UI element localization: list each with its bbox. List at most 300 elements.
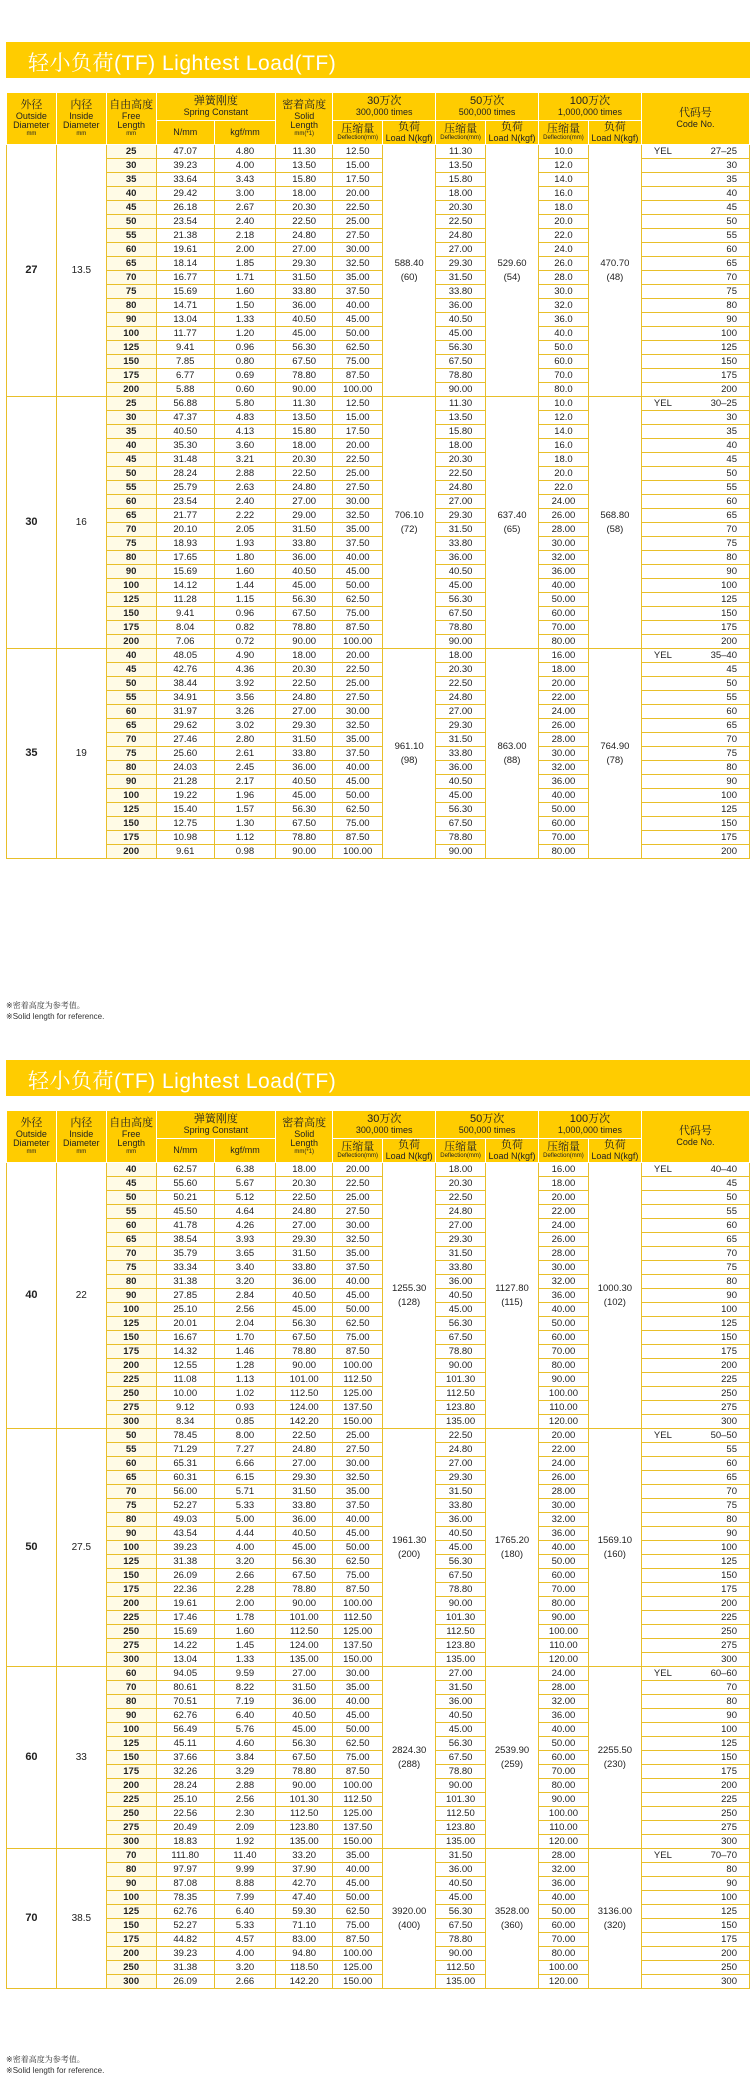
- deflection-500k-cell: 67.50: [436, 1569, 486, 1583]
- spring-kgf-cell: 4.00: [214, 159, 275, 173]
- code-no-cell: [641, 1737, 749, 1751]
- solid-length-cell: 18.00: [276, 439, 333, 453]
- code-no-cell: [641, 523, 749, 537]
- deflection-500k-cell: 36.00: [436, 1695, 486, 1709]
- solid-length-cell: 67.50: [276, 355, 333, 369]
- deflection-500k-cell: 22.50: [436, 677, 486, 691]
- spring-kgf-cell: 2.40: [214, 215, 275, 229]
- code-value: 70–70: [710, 1850, 737, 1861]
- code-value: 60: [726, 496, 737, 507]
- deflection-300k-cell: 100.00: [333, 845, 383, 859]
- code-value: 45: [726, 202, 737, 213]
- spring-n-cell: 35.30: [156, 439, 214, 453]
- free-length-cell: 250: [106, 1807, 156, 1821]
- load-500k-cell: [486, 649, 539, 859]
- spring-n-cell: 33.64: [156, 173, 214, 187]
- header-load-text: 负荷: [603, 121, 626, 133]
- code-no-cell: [641, 313, 749, 327]
- code-prefix: YEL: [653, 1668, 672, 1679]
- deflection-500k-cell: 18.00: [436, 439, 486, 453]
- deflection-500k-cell: 31.50: [436, 1247, 486, 1261]
- free-length-cell: 30: [106, 159, 156, 173]
- deflection-500k-cell: 67.50: [436, 1751, 486, 1765]
- spring-n-cell: 9.12: [156, 1401, 214, 1415]
- spring-n-cell: 10.98: [156, 831, 214, 845]
- code-value: 80: [726, 1696, 737, 1707]
- spring-n-cell: 8.34: [156, 1415, 214, 1429]
- free-length-cell: 45: [106, 663, 156, 677]
- deflection-500k-cell: 18.00: [436, 187, 486, 201]
- deflection-300k-cell: 112.50: [333, 1793, 383, 1807]
- code-value: 60: [726, 1458, 737, 1469]
- code-value: 300: [721, 1654, 737, 1665]
- spring-kgf-cell: 0.93: [214, 1401, 275, 1415]
- deflection-1m-cell: 30.00: [539, 747, 589, 761]
- free-length-cell: 80: [106, 1863, 156, 1877]
- header-300k-times-text: 300,000 times: [355, 106, 413, 117]
- spring-n-cell: 39.23: [156, 1947, 214, 1961]
- free-length-cell: 55: [106, 1443, 156, 1457]
- header-deflection-text: Deflection(mm): [440, 1153, 481, 1160]
- code-value: 45: [726, 664, 737, 675]
- load-300k-cell: [383, 1163, 436, 1429]
- spring-kgf-cell: 3.60: [214, 439, 275, 453]
- spring-n-cell: 31.38: [156, 1275, 214, 1289]
- deflection-500k-cell: 78.80: [436, 1765, 486, 1779]
- solid-length-cell: 78.80: [276, 1765, 333, 1779]
- deflection-300k-cell: 45.00: [333, 1289, 383, 1303]
- spring-n-cell: 94.05: [156, 1667, 214, 1681]
- spring-kgf-cell: 5.33: [214, 1919, 275, 1933]
- code-no-cell: [641, 411, 749, 425]
- deflection-1m-cell: 90.00: [539, 1373, 589, 1387]
- deflection-500k-cell: 31.50: [436, 523, 486, 537]
- deflection-500k-cell: 33.80: [436, 747, 486, 761]
- header-outside-diameter-text: mm: [26, 1148, 37, 1155]
- spring-kgf-cell: 5.76: [214, 1723, 275, 1737]
- deflection-500k-cell: 56.30: [436, 803, 486, 817]
- solid-length-cell: 31.50: [276, 1247, 333, 1261]
- solid-length-cell: 11.30: [276, 145, 333, 159]
- solid-length-cell: 45.00: [276, 789, 333, 803]
- spring-kgf-cell: 3.65: [214, 1247, 275, 1261]
- code-value: 80: [726, 300, 737, 311]
- spring-kgf-cell: 1.15: [214, 593, 275, 607]
- solid-length-cell: 29.30: [276, 257, 333, 271]
- code-no-cell: [641, 1247, 749, 1261]
- solid-length-cell: 31.50: [276, 1681, 333, 1695]
- spring-n-cell: 28.24: [156, 467, 214, 481]
- code-no-cell: [641, 467, 749, 481]
- code-no-cell: [641, 1919, 749, 1933]
- deflection-300k-cell: 75.00: [333, 1751, 383, 1765]
- deflection-300k-cell: 100.00: [333, 1779, 383, 1793]
- code-no-cell: [641, 607, 749, 621]
- code-value: 70: [726, 1486, 737, 1497]
- free-length-cell: 300: [106, 1975, 156, 1989]
- code-value: 250: [721, 1626, 737, 1637]
- deflection-1m-cell: 90.00: [539, 1611, 589, 1625]
- code-no-cell: [641, 1471, 749, 1485]
- deflection-1m-cell: 70.0: [539, 369, 589, 383]
- deflection-500k-cell: 40.50: [436, 1709, 486, 1723]
- solid-length-cell: 22.50: [276, 1429, 333, 1443]
- code-no-cell: [641, 173, 749, 187]
- solid-length-cell: 45.00: [276, 1303, 333, 1317]
- deflection-500k-cell: 135.00: [436, 1653, 486, 1667]
- deflection-300k-cell: 50.00: [333, 579, 383, 593]
- deflection-500k-cell: 123.80: [436, 1401, 486, 1415]
- deflection-300k-cell: 125.00: [333, 1387, 383, 1401]
- deflection-300k-cell: 45.00: [333, 1527, 383, 1541]
- header-outside-diameter-text: Diameter: [13, 120, 50, 131]
- spring-kgf-cell: 4.80: [214, 145, 275, 159]
- spring-kgf-cell: 4.90: [214, 649, 275, 663]
- free-length-cell: 200: [106, 1597, 156, 1611]
- spring-kgf-cell: 0.60: [214, 383, 275, 397]
- code-no-cell: [641, 1975, 749, 1989]
- solid-length-cell: 78.80: [276, 621, 333, 635]
- free-length-cell: 225: [106, 1373, 156, 1387]
- free-length-cell: 25: [106, 397, 156, 411]
- solid-length-cell: 45.00: [276, 579, 333, 593]
- solid-length-cell: 90.00: [276, 383, 333, 397]
- load-300k-cell-value: 2824.30 (288): [391, 1744, 427, 1770]
- spring-n-cell: 35.79: [156, 1247, 214, 1261]
- solid-length-cell: 31.50: [276, 271, 333, 285]
- code-no-cell: [641, 1793, 749, 1807]
- load-500k-cell-value: 637.40 (65): [497, 509, 527, 535]
- free-length-cell: 90: [106, 775, 156, 789]
- code-value: 90: [726, 566, 737, 577]
- code-no-cell: [641, 439, 749, 453]
- deflection-300k-cell: 75.00: [333, 607, 383, 621]
- deflection-500k-cell: 123.80: [436, 1821, 486, 1835]
- deflection-500k-cell: 36.00: [436, 1275, 486, 1289]
- code-value: 175: [721, 622, 737, 633]
- solid-length-cell: 22.50: [276, 215, 333, 229]
- deflection-500k-cell: 40.50: [436, 1527, 486, 1541]
- deflection-1m-cell: 24.00: [539, 495, 589, 509]
- code-value: 200: [721, 846, 737, 857]
- deflection-300k-cell: 40.00: [333, 551, 383, 565]
- deflection-1m-cell: 60.00: [539, 817, 589, 831]
- spring-n-cell: 20.01: [156, 1317, 214, 1331]
- deflection-500k-cell: 22.50: [436, 467, 486, 481]
- deflection-500k-cell: 45.00: [436, 1541, 486, 1555]
- deflection-1m-cell: 22.0: [539, 229, 589, 243]
- deflection-500k-cell: 36.00: [436, 761, 486, 775]
- header-500k-times: [436, 93, 539, 121]
- deflection-1m-cell: 36.00: [539, 1877, 589, 1891]
- deflection-500k-cell: 40.50: [436, 565, 486, 579]
- spring-n-cell: 19.61: [156, 243, 214, 257]
- deflection-1m-cell: 40.00: [539, 789, 589, 803]
- deflection-1m-cell: 60.00: [539, 1919, 589, 1933]
- header-500k-times: [436, 1111, 539, 1139]
- deflection-1m-cell: 10.0: [539, 397, 589, 411]
- spring-kgf-cell: 5.71: [214, 1485, 275, 1499]
- solid-length-cell: 18.00: [276, 187, 333, 201]
- spring-kgf-cell: 3.92: [214, 677, 275, 691]
- code-no-cell: [641, 257, 749, 271]
- header-outside-diameter-text: Outside: [15, 1128, 47, 1139]
- free-length-cell: 175: [106, 831, 156, 845]
- deflection-1m-cell: 40.00: [539, 1541, 589, 1555]
- code-value: 100: [721, 1892, 737, 1903]
- free-length-cell: 125: [106, 1317, 156, 1331]
- code-value: 40–40: [710, 1164, 737, 1175]
- code-value: 200: [721, 384, 737, 395]
- header-spring-constant-text: Spring Constant: [183, 1124, 249, 1135]
- deflection-500k-cell: 67.50: [436, 1331, 486, 1345]
- spring-kgf-cell: 3.93: [214, 1233, 275, 1247]
- section-1: [0, 0, 750, 1021]
- spring-kgf-cell: 2.67: [214, 201, 275, 215]
- spring-n-cell: 21.28: [156, 775, 214, 789]
- solid-length-cell: 29.30: [276, 719, 333, 733]
- deflection-300k-cell: 32.50: [333, 719, 383, 733]
- header-deflection: [539, 121, 589, 145]
- solid-length-cell: 90.00: [276, 635, 333, 649]
- header-free-length-text: 自由高度: [109, 99, 154, 112]
- deflection-300k-cell: 35.00: [333, 271, 383, 285]
- code-no-cell: [641, 1653, 749, 1667]
- spring-kgf-cell: 0.80: [214, 355, 275, 369]
- code-no-cell: [641, 1863, 749, 1877]
- deflection-300k-cell: 75.00: [333, 1919, 383, 1933]
- spring-kgf-cell: 8.22: [214, 1681, 275, 1695]
- deflection-300k-cell: 32.50: [333, 257, 383, 271]
- deflection-500k-cell: 45.00: [436, 579, 486, 593]
- free-length-cell: 55: [106, 1205, 156, 1219]
- deflection-300k-cell: 150.00: [333, 1415, 383, 1429]
- deflection-500k-cell: 56.30: [436, 1905, 486, 1919]
- spring-kgf-cell: 3.43: [214, 173, 275, 187]
- code-value: 300: [721, 1976, 737, 1987]
- free-length-cell: 90: [106, 313, 156, 327]
- spring-n-cell: 26.18: [156, 201, 214, 215]
- code-value: 50: [726, 468, 737, 479]
- code-no-cell: [641, 243, 749, 257]
- free-length-cell: 40: [106, 649, 156, 663]
- deflection-500k-cell: 33.80: [436, 285, 486, 299]
- code-value: 175: [721, 832, 737, 843]
- deflection-1m-cell: 24.00: [539, 1457, 589, 1471]
- free-length-cell: 40: [106, 187, 156, 201]
- deflection-300k-cell: 35.00: [333, 1681, 383, 1695]
- code-no-cell: [641, 1695, 749, 1709]
- code-value: 100: [721, 328, 737, 339]
- deflection-1m-cell: 50.00: [539, 1317, 589, 1331]
- deflection-300k-cell: 87.50: [333, 1345, 383, 1359]
- spring-n-cell: 29.42: [156, 187, 214, 201]
- spring-kgf-cell: 2.63: [214, 481, 275, 495]
- spring-kgf-cell: 3.20: [214, 1275, 275, 1289]
- spring-n-cell: 45.11: [156, 1737, 214, 1751]
- deflection-1m-cell: 70.00: [539, 1345, 589, 1359]
- solid-length-cell: 29.30: [276, 1233, 333, 1247]
- deflection-300k-cell: 100.00: [333, 1359, 383, 1373]
- code-no-cell: [641, 1905, 749, 1919]
- deflection-300k-cell: 20.00: [333, 1163, 383, 1177]
- code-value: 45: [726, 1178, 737, 1189]
- free-length-cell: 50: [106, 215, 156, 229]
- deflection-1m-cell: 70.00: [539, 621, 589, 635]
- solid-length-cell: 27.00: [276, 1667, 333, 1681]
- code-no-cell: [641, 775, 749, 789]
- free-length-cell: 50: [106, 1191, 156, 1205]
- footnote-zh: ※密着高度为参考值。: [6, 2055, 85, 2064]
- code-value: 250: [721, 1962, 737, 1973]
- deflection-1m-cell: 22.00: [539, 691, 589, 705]
- header-outside-diameter-text: Outside: [15, 110, 47, 121]
- free-length-cell: 65: [106, 1233, 156, 1247]
- deflection-1m-cell: 90.00: [539, 1793, 589, 1807]
- header-kgf-per-mm: [214, 121, 275, 145]
- header-deflection-text: 压缩量: [444, 1140, 478, 1153]
- deflection-1m-cell: 30.00: [539, 1261, 589, 1275]
- spring-kgf-cell: 1.02: [214, 1387, 275, 1401]
- deflection-500k-cell: 112.50: [436, 1625, 486, 1639]
- spring-n-cell: 18.83: [156, 1835, 214, 1849]
- solid-length-cell: 78.80: [276, 831, 333, 845]
- deflection-500k-cell: 29.30: [436, 719, 486, 733]
- deflection-300k-cell: 40.00: [333, 1513, 383, 1527]
- free-length-cell: 200: [106, 383, 156, 397]
- deflection-1m-cell: 36.00: [539, 1527, 589, 1541]
- deflection-300k-cell: 35.00: [333, 733, 383, 747]
- deflection-500k-cell: 90.00: [436, 1947, 486, 1961]
- spring-kgf-cell: 1.78: [214, 1611, 275, 1625]
- spring-n-cell: 34.91: [156, 691, 214, 705]
- code-no-cell: [641, 1289, 749, 1303]
- code-value: 55: [726, 230, 737, 241]
- code-value: 40: [726, 188, 737, 199]
- deflection-500k-cell: 20.30: [436, 453, 486, 467]
- header-free-length-text: Length: [117, 1138, 145, 1149]
- spring-n-cell: 9.41: [156, 607, 214, 621]
- code-no-cell: [641, 1541, 749, 1555]
- deflection-1m-cell: 10.0: [539, 145, 589, 159]
- deflection-1m-cell: 110.00: [539, 1639, 589, 1653]
- deflection-300k-cell: 27.50: [333, 1205, 383, 1219]
- code-no-cell: [641, 355, 749, 369]
- header-n-per-mm: [156, 121, 214, 145]
- inside-diameter-cell: 27.5: [56, 1429, 106, 1667]
- spring-kgf-cell: 5.33: [214, 1499, 275, 1513]
- spring-n-cell: 20.49: [156, 1821, 214, 1835]
- code-value: 100: [721, 580, 737, 591]
- code-no-cell: [641, 649, 749, 663]
- free-length-cell: 90: [106, 1709, 156, 1723]
- code-no-cell: [641, 1625, 749, 1639]
- deflection-300k-cell: 15.00: [333, 411, 383, 425]
- spring-kgf-cell: 2.18: [214, 229, 275, 243]
- deflection-1m-cell: 18.00: [539, 1177, 589, 1191]
- spring-n-cell: 9.41: [156, 341, 214, 355]
- spring-kgf-cell: 1.45: [214, 1639, 275, 1653]
- deflection-1m-cell: 28.00: [539, 1849, 589, 1863]
- spring-kgf-cell: 1.80: [214, 551, 275, 565]
- code-no-cell: [641, 817, 749, 831]
- deflection-500k-cell: 135.00: [436, 1835, 486, 1849]
- deflection-300k-cell: 112.50: [333, 1611, 383, 1625]
- spring-n-cell: 28.24: [156, 1779, 214, 1793]
- solid-length-cell: 112.50: [276, 1387, 333, 1401]
- spring-n-cell: 37.66: [156, 1751, 214, 1765]
- free-length-cell: 275: [106, 1639, 156, 1653]
- deflection-500k-cell: 67.50: [436, 607, 486, 621]
- deflection-1m-cell: 12.0: [539, 159, 589, 173]
- code-no-cell: [641, 327, 749, 341]
- deflection-300k-cell: 62.50: [333, 803, 383, 817]
- spring-n-cell: 24.03: [156, 761, 214, 775]
- spring-n-cell: 31.38: [156, 1961, 214, 1975]
- deflection-300k-cell: 20.00: [333, 439, 383, 453]
- spring-kgf-cell: 7.19: [214, 1695, 275, 1709]
- deflection-1m-cell: 50.0: [539, 341, 589, 355]
- solid-length-cell: 78.80: [276, 1345, 333, 1359]
- solid-length-cell: 27.00: [276, 243, 333, 257]
- spring-n-cell: 52.27: [156, 1499, 214, 1513]
- deflection-1m-cell: 40.00: [539, 1303, 589, 1317]
- header-load-text: 负荷: [398, 121, 421, 133]
- footnote-zh: ※密着高度为参考值。: [6, 1001, 85, 1010]
- spring-n-cell: 18.93: [156, 537, 214, 551]
- free-length-cell: 50: [106, 467, 156, 481]
- header-deflection-text: Deflection(mm): [337, 1153, 379, 1160]
- spring-kgf-cell: 1.85: [214, 257, 275, 271]
- spring-kgf-cell: 2.80: [214, 733, 275, 747]
- free-length-cell: 70: [106, 271, 156, 285]
- deflection-1m-cell: 50.00: [539, 1737, 589, 1751]
- code-value: 175: [721, 1934, 737, 1945]
- spring-kgf-cell: 2.28: [214, 1583, 275, 1597]
- spring-n-cell: 17.46: [156, 1611, 214, 1625]
- load-300k-cell: [383, 145, 436, 397]
- free-length-cell: 65: [106, 509, 156, 523]
- spring-n-cell: 60.31: [156, 1471, 214, 1485]
- code-no-cell: [641, 299, 749, 313]
- deflection-1m-cell: 28.00: [539, 733, 589, 747]
- code-value: 75: [726, 748, 737, 759]
- load-300k-cell: [383, 1429, 436, 1667]
- spring-kgf-cell: 2.56: [214, 1793, 275, 1807]
- spring-kgf-cell: 1.46: [214, 1345, 275, 1359]
- deflection-500k-cell: 40.50: [436, 1289, 486, 1303]
- code-prefix: YEL: [653, 650, 672, 661]
- section-2: [0, 1030, 750, 2086]
- free-length-cell: 75: [106, 1499, 156, 1513]
- deflection-500k-cell: 56.30: [436, 1555, 486, 1569]
- solid-length-cell: 67.50: [276, 1751, 333, 1765]
- deflection-1m-cell: 26.0: [539, 257, 589, 271]
- spring-n-cell: 14.71: [156, 299, 214, 313]
- code-value: 65: [726, 258, 737, 269]
- spring-n-cell: 12.55: [156, 1359, 214, 1373]
- header-load: [486, 1139, 539, 1163]
- code-value: 300: [721, 1416, 737, 1427]
- solid-length-cell: 18.00: [276, 1163, 333, 1177]
- deflection-300k-cell: 37.50: [333, 1499, 383, 1513]
- header-deflection-text: Deflection(mm): [543, 135, 584, 142]
- deflection-500k-cell: 45.00: [436, 1723, 486, 1737]
- free-length-cell: 100: [106, 789, 156, 803]
- free-length-cell: 100: [106, 579, 156, 593]
- deflection-300k-cell: 125.00: [333, 1625, 383, 1639]
- spring-n-cell: 26.09: [156, 1975, 214, 1989]
